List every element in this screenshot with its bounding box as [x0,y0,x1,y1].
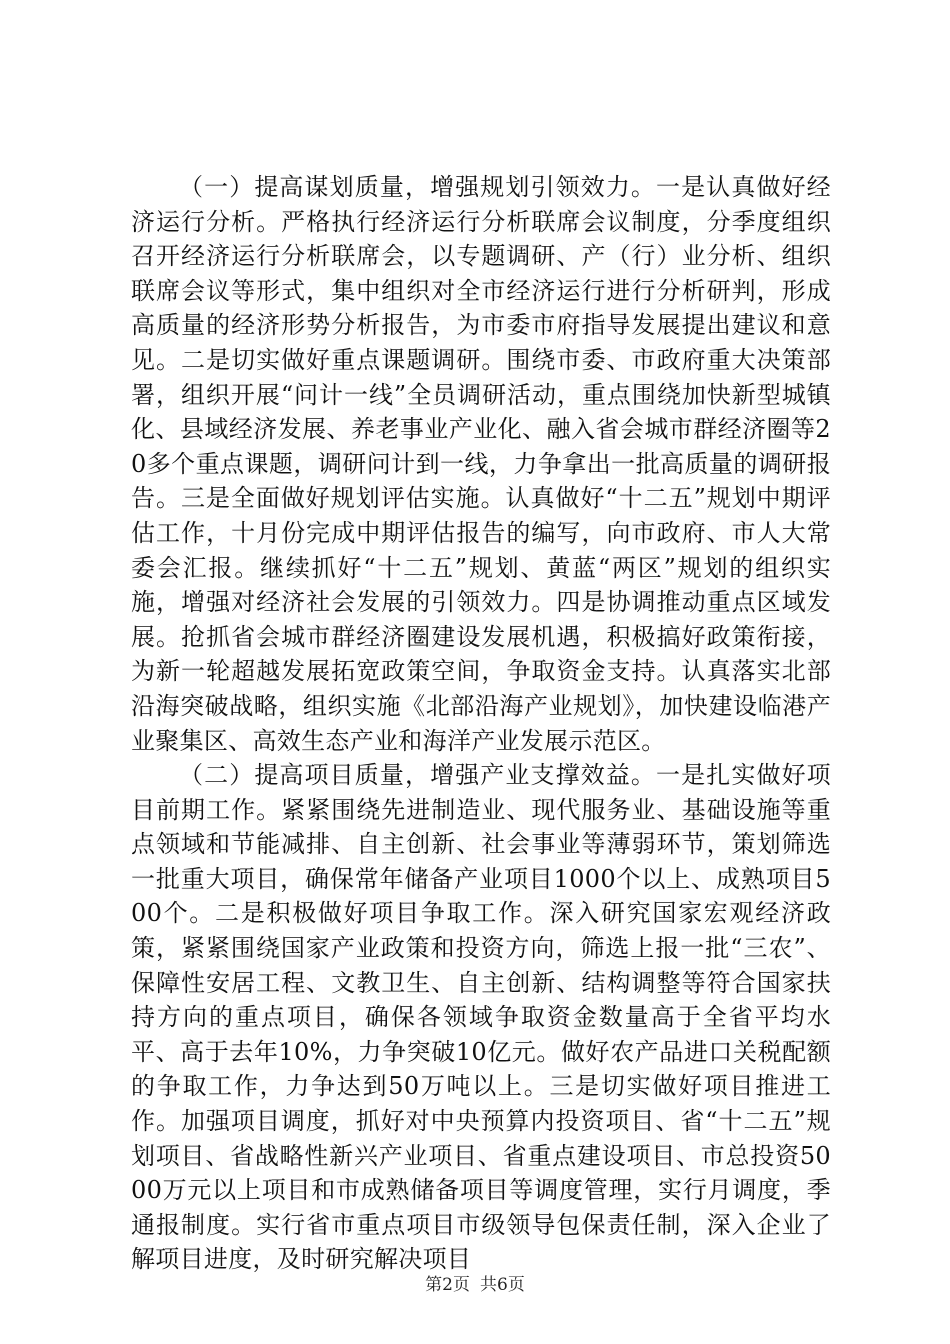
page-number-total: 共6页 [480,1275,525,1295]
paragraph-2: （二）提高项目质量，增强产业支撑效益。一是扎实做好项目前期工作。紧紧围绕先进制造业、现代服务业、基础设施等重点领域和节能减排、自主创新、社会事业等薄弱环节，策划筛选一批重大项目，确保常年储备产业项目1000个以上、成熟项目500个。二是积极做好项目争取工作。深入研究国家宏观经济政策，紧紧围绕国家产业政策和投资方向，筛选上报一批“三农”、保障性安居工程、文教卫生、自主创新、结构调整等符合国家扶持方向的重点项目，确保各领域争取资金数量高于全省平均水平、高于去年10%，力争突破10亿元。做好农产品进口关税配额的争取工作，力争达到50万吨以上。三是切实做好项目推进工作。加强项目调度，抓好对中央预算内投资项目、省“十二五”规划项目、省战略性新兴产业项目、省重点建设项目、市总投资5000万元以上项目和市成熟储备项目等调度管理，实行月调度，季通报制度。实行省市重点项目市级领导包保责任制，深入企业了解项目进度，及时研究解决项目 [131,761,831,1274]
page-footer [0,1274,950,1296]
paragraph-1: （一）提高谋划质量，增强规划引领效力。一是认真做好经济运行分析。严格执行经济运行分析联席会议制度，分季度组织召开经济运行分析联席会，以专题调研、产（行）业分析、组织联席会议等形式，集中组织对全市经济运行进行分析研判，形成高质量的经济形势分析报告，为市委市府指导发展提出建议和意见。二是切实做好重点课题调研。围绕市委、市政府重大决策部署，组织开展“问计一线”全员调研活动，重点围绕加快新型城镇化、县域经济发展、养老事业产业化、融入省会城市群经济圈等20多个重点课题，调研问计到一线，力争拿出一批高质量的调研报告。三是全面做好规划评估实施。认真做好“十二五”规划中期评估工作，十月份完成中期评估报告的编写，向市政府、市人大常委会汇报。继续抓好“十二五”规划、黄蓝“两区”规划的组织实施，增强对经济社会发展的引领效力。四是协调推动重点区域发展。抢抓省会城市群经济圈建设发展机遇，积极搞好政策衔接，为新一轮超越发展拓宽政策空间，争取资金支持。认真落实北部沿海突破战略，组织实施《北部沿海产业规划》，加快建设临港产业聚集区、高效生态产业和海洋产业发展示范区。 [131,173,831,755]
page-number-current: 第2页 [425,1275,470,1295]
document-body [131,170,831,1277]
